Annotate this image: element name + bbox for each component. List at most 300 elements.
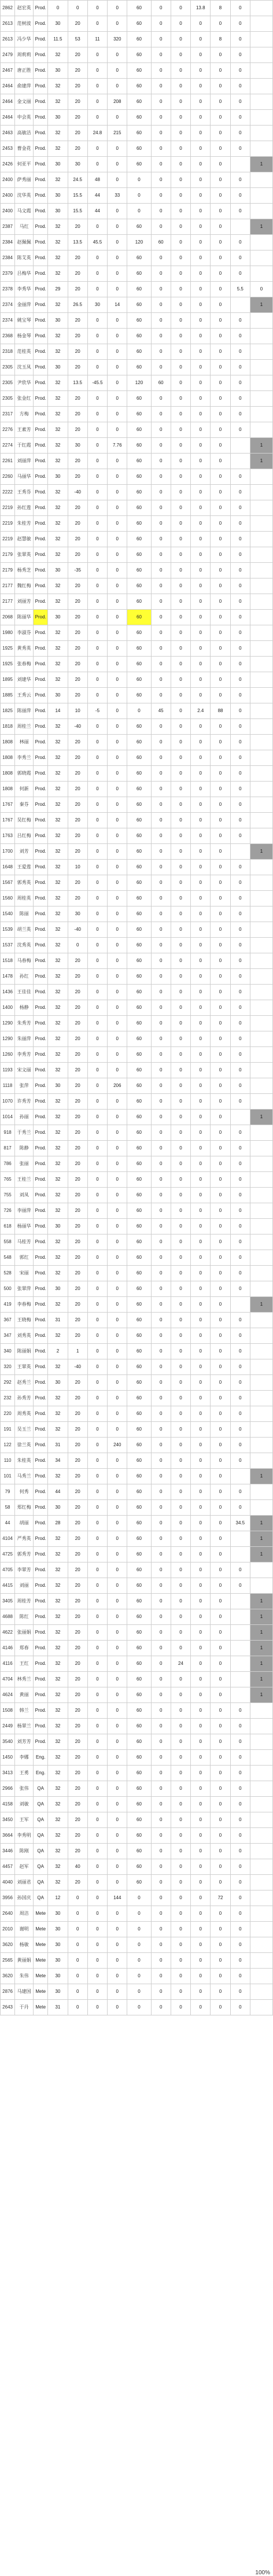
value-c-cell[interactable]: 0 [87, 1078, 107, 1094]
value-i-cell[interactable]: 0 [211, 1562, 230, 1578]
value-c-cell[interactable]: 0 [87, 1547, 107, 1562]
employee-name-cell[interactable]: 刘丽 [15, 1578, 34, 1594]
value-e-cell[interactable]: 60 [127, 485, 151, 500]
value-h-cell[interactable]: 0 [191, 63, 211, 79]
value-c-cell[interactable]: 0 [87, 1203, 107, 1219]
value-c-cell[interactable]: 0 [87, 1016, 107, 1031]
flag-cell[interactable] [250, 1, 272, 16]
department-cell[interactable]: Prod. [34, 235, 48, 250]
value-c-cell[interactable]: 0 [87, 1969, 107, 1984]
value-i-cell[interactable]: 0 [211, 1031, 230, 1047]
employee-id-cell[interactable]: 1540 [1, 906, 15, 922]
value-b-cell[interactable]: 20 [68, 672, 87, 688]
value-g-cell[interactable]: 0 [171, 860, 190, 875]
value-h-cell[interactable]: 0 [191, 1937, 211, 1953]
table-row[interactable] [1, 1906, 273, 1922]
value-e-cell[interactable]: 60 [127, 1125, 151, 1141]
value-c-cell[interactable]: 0 [87, 828, 107, 844]
department-cell[interactable]: Prod. [34, 250, 48, 266]
value-d-cell[interactable]: 14 [108, 297, 127, 313]
department-cell[interactable]: Prod. [34, 188, 48, 204]
value-g-cell[interactable]: 0 [171, 1469, 190, 1484]
flag-cell[interactable] [250, 1281, 272, 1297]
flag-cell[interactable] [250, 32, 272, 47]
value-e-cell[interactable]: 60 [127, 1641, 151, 1656]
value-h-cell[interactable]: 0 [191, 1531, 211, 1547]
employee-id-cell[interactable]: 347 [1, 1328, 15, 1344]
value-g-cell[interactable]: 0 [171, 750, 190, 766]
value-j-cell[interactable]: 0 [230, 1047, 250, 1063]
table-row[interactable] [1, 235, 273, 250]
value-i-cell[interactable]: 0 [211, 79, 230, 94]
value-j-cell[interactable]: 0 [230, 828, 250, 844]
value-h-cell[interactable]: 0 [191, 94, 211, 110]
table-row[interactable] [1, 1406, 273, 1422]
employee-id-cell[interactable]: 2449 [1, 1719, 15, 1734]
value-h-cell[interactable]: 13.8 [191, 1, 211, 16]
value-f-cell[interactable]: 0 [151, 313, 171, 329]
value-h-cell[interactable]: 0 [191, 688, 211, 703]
value-j-cell[interactable] [230, 1547, 250, 1562]
table-row[interactable] [1, 1890, 273, 1906]
employee-name-cell[interactable]: 许秀芳 [15, 1094, 34, 1110]
value-c-cell[interactable]: 0 [87, 578, 107, 594]
value-c-cell[interactable]: 0 [87, 625, 107, 641]
table-row[interactable] [1, 329, 273, 344]
value-d-cell[interactable]: 0 [108, 1234, 127, 1250]
value-h-cell[interactable]: 0 [191, 1609, 211, 1625]
employee-id-cell[interactable]: 1118 [1, 1078, 15, 1094]
table-row[interactable] [1, 94, 273, 110]
table-row[interactable] [1, 1203, 273, 1219]
value-h-cell[interactable]: 0 [191, 844, 211, 860]
value-i-cell[interactable]: 0 [211, 1234, 230, 1250]
table-row[interactable] [1, 1953, 273, 1969]
employee-id-cell[interactable]: 2400 [1, 204, 15, 219]
value-b-cell[interactable]: 20 [68, 391, 87, 407]
value-c-cell[interactable]: 0 [87, 1125, 107, 1141]
value-h-cell[interactable]: 0 [191, 485, 211, 500]
flag-cell[interactable] [250, 126, 272, 141]
value-h-cell[interactable]: 0 [191, 1781, 211, 1797]
table-row[interactable] [1, 797, 273, 813]
value-d-cell[interactable]: 0 [108, 1250, 127, 1266]
value-b-cell[interactable]: 20 [68, 766, 87, 782]
value-f-cell[interactable]: 0 [151, 1219, 171, 1234]
value-h-cell[interactable]: 0 [191, 828, 211, 844]
value-g-cell[interactable]: 0 [171, 1922, 190, 1937]
value-b-cell[interactable]: 20 [68, 454, 87, 469]
value-f-cell[interactable]: 0 [151, 94, 171, 110]
value-f-cell[interactable]: 0 [151, 422, 171, 438]
flag-cell[interactable] [250, 250, 272, 266]
department-cell[interactable]: Prod. [34, 1141, 48, 1156]
flag-cell[interactable] [250, 1703, 272, 1719]
value-j-cell[interactable]: 0 [230, 641, 250, 657]
employee-id-cell[interactable]: 2387 [1, 219, 15, 235]
department-cell[interactable]: QA [34, 1890, 48, 1906]
department-cell[interactable]: Eng. [34, 1766, 48, 1781]
employee-name-cell[interactable]: 王爱莲 [15, 860, 34, 875]
value-j-cell[interactable]: 0 [230, 32, 250, 47]
value-a-cell[interactable]: 32 [48, 1094, 68, 1110]
value-g-cell[interactable]: 0 [171, 1266, 190, 1281]
value-b-cell[interactable]: 53 [68, 32, 87, 47]
value-j-cell[interactable] [230, 1672, 250, 1687]
department-cell[interactable]: Prod. [34, 172, 48, 188]
value-e-cell[interactable]: 60 [127, 672, 151, 688]
value-h-cell[interactable]: 0 [191, 422, 211, 438]
flag-cell[interactable] [250, 1406, 272, 1422]
department-cell[interactable]: Prod. [34, 126, 48, 141]
value-f-cell[interactable]: 0 [151, 1844, 171, 1859]
value-a-cell[interactable]: 34 [48, 1453, 68, 1469]
flag-cell[interactable]: 1 [250, 1469, 272, 1484]
value-h-cell[interactable]: 0 [191, 1906, 211, 1922]
employee-name-cell[interactable]: 孙丽 [15, 1110, 34, 1125]
value-e-cell[interactable]: 60 [127, 1734, 151, 1750]
value-i-cell[interactable]: 0 [211, 250, 230, 266]
value-a-cell[interactable]: 32 [48, 422, 68, 438]
value-g-cell[interactable]: 0 [171, 1750, 190, 1766]
department-cell[interactable]: Prod. [34, 1266, 48, 1281]
value-c-cell[interactable]: 0 [87, 1219, 107, 1234]
value-h-cell[interactable]: 0 [191, 126, 211, 141]
value-e-cell[interactable]: 60 [127, 1078, 151, 1094]
employee-name-cell[interactable]: 张伟 [15, 1781, 34, 1797]
value-a-cell[interactable]: 30 [48, 688, 68, 703]
flag-cell[interactable] [250, 1078, 272, 1094]
table-row[interactable] [1, 157, 273, 172]
value-b-cell[interactable]: 20 [68, 532, 87, 547]
flag-cell[interactable]: 1 [250, 438, 272, 454]
value-a-cell[interactable]: 30 [48, 63, 68, 79]
employee-id-cell[interactable]: 4415 [1, 1578, 15, 1594]
table-row[interactable] [1, 1047, 273, 1063]
value-j-cell[interactable]: 0 [230, 375, 250, 391]
value-f-cell[interactable]: 0 [151, 47, 171, 63]
value-i-cell[interactable]: 0 [211, 2000, 230, 2015]
flag-cell[interactable] [250, 360, 272, 375]
value-b-cell[interactable]: 20 [68, 1172, 87, 1188]
department-cell[interactable]: Prod. [34, 1656, 48, 1672]
value-a-cell[interactable]: 30 [48, 563, 68, 578]
value-c-cell[interactable]: 0 [87, 469, 107, 485]
value-b-cell[interactable]: 20 [68, 1828, 87, 1844]
value-j-cell[interactable]: 0 [230, 485, 250, 500]
flag-cell[interactable]: 1 [250, 157, 272, 172]
value-a-cell[interactable]: 30 [48, 1906, 68, 1922]
value-b-cell[interactable]: 20 [68, 797, 87, 813]
value-f-cell[interactable]: 0 [151, 1531, 171, 1547]
value-j-cell[interactable]: 0 [230, 1203, 250, 1219]
employee-id-cell[interactable]: 2613 [1, 16, 15, 32]
employee-name-cell[interactable]: 申会英 [15, 110, 34, 126]
value-c-cell[interactable]: 0 [87, 1890, 107, 1906]
value-j-cell[interactable]: 0 [230, 735, 250, 750]
value-e-cell[interactable]: 60 [127, 94, 151, 110]
table-row[interactable] [1, 1422, 273, 1438]
value-e-cell[interactable]: 60 [127, 1266, 151, 1281]
value-i-cell[interactable]: 0 [211, 1578, 230, 1594]
value-f-cell[interactable]: 0 [151, 500, 171, 516]
flag-cell[interactable] [250, 828, 272, 844]
value-c-cell[interactable]: 0 [87, 1937, 107, 1953]
value-f-cell[interactable]: 0 [151, 1969, 171, 1984]
department-cell[interactable]: Prod. [34, 782, 48, 797]
employee-id-cell[interactable]: 1193 [1, 1063, 15, 1078]
value-b-cell[interactable]: 0 [68, 1969, 87, 1984]
value-h-cell[interactable]: 0 [191, 1812, 211, 1828]
department-cell[interactable]: Prod. [34, 1531, 48, 1547]
employee-name-cell[interactable]: 李娜 [15, 1750, 34, 1766]
value-j-cell[interactable]: 0 [230, 563, 250, 578]
value-d-cell[interactable]: 0 [108, 329, 127, 344]
flag-cell[interactable] [250, 1359, 272, 1375]
value-b-cell[interactable]: 30 [68, 906, 87, 922]
value-a-cell[interactable]: 32 [48, 375, 68, 391]
employee-name-cell[interactable]: 马秀兰 [15, 1469, 34, 1484]
employee-name-cell[interactable]: 郭秀芳 [15, 1547, 34, 1562]
value-a-cell[interactable]: 32 [48, 1531, 68, 1547]
value-g-cell[interactable]: 0 [171, 1781, 190, 1797]
value-f-cell[interactable]: 0 [151, 1484, 171, 1500]
value-i-cell[interactable]: 0 [211, 1875, 230, 1890]
table-row[interactable] [1, 1656, 273, 1672]
value-d-cell[interactable]: 0 [108, 282, 127, 297]
value-g-cell[interactable]: 0 [171, 735, 190, 750]
value-h-cell[interactable]: 0 [191, 1734, 211, 1750]
value-i-cell[interactable]: 0 [211, 375, 230, 391]
value-c-cell[interactable]: 0 [87, 47, 107, 63]
employee-id-cell[interactable]: 2862 [1, 1, 15, 16]
value-g-cell[interactable]: 0 [171, 375, 190, 391]
value-b-cell[interactable]: 20 [68, 1094, 87, 1110]
flag-cell[interactable] [250, 1156, 272, 1172]
table-row[interactable] [1, 1500, 273, 1516]
value-g-cell[interactable]: 0 [171, 938, 190, 953]
value-f-cell[interactable]: 0 [151, 1734, 171, 1750]
value-j-cell[interactable] [230, 1531, 250, 1547]
employee-id-cell[interactable]: 2400 [1, 172, 15, 188]
value-f-cell[interactable]: 0 [151, 282, 171, 297]
value-b-cell[interactable]: 20 [68, 282, 87, 297]
value-c-cell[interactable]: 0 [87, 1359, 107, 1375]
department-cell[interactable]: Prod. [34, 391, 48, 407]
value-j-cell[interactable] [230, 1609, 250, 1625]
value-c-cell[interactable]: 0 [87, 813, 107, 828]
table-row[interactable] [1, 110, 273, 126]
employee-id-cell[interactable]: 2305 [1, 360, 15, 375]
value-e-cell[interactable]: 60 [127, 1422, 151, 1438]
value-b-cell[interactable]: 20 [68, 422, 87, 438]
value-c-cell[interactable]: 0 [87, 1531, 107, 1547]
value-a-cell[interactable]: 32 [48, 1797, 68, 1812]
value-f-cell[interactable]: 0 [151, 141, 171, 157]
employee-name-cell[interactable]: 张丽娟 [15, 1625, 34, 1641]
value-d-cell[interactable]: 0 [108, 47, 127, 63]
value-c-cell[interactable]: 0 [87, 1250, 107, 1266]
employee-name-cell[interactable]: 韩兰 [15, 1703, 34, 1719]
value-g-cell[interactable]: 0 [171, 1203, 190, 1219]
value-f-cell[interactable]: 0 [151, 1937, 171, 1953]
value-d-cell[interactable]: 0 [108, 1531, 127, 1547]
employee-id-cell[interactable]: 3956 [1, 1890, 15, 1906]
value-e-cell[interactable]: 60 [127, 469, 151, 485]
value-e-cell[interactable]: 60 [127, 766, 151, 782]
value-d-cell[interactable]: 0 [108, 750, 127, 766]
value-i-cell[interactable]: 0 [211, 594, 230, 610]
value-h-cell[interactable]: 0 [191, 1438, 211, 1453]
value-f-cell[interactable]: 0 [151, 1578, 171, 1594]
department-cell[interactable]: Prod. [34, 1594, 48, 1609]
table-row[interactable] [1, 985, 273, 1000]
value-e-cell[interactable]: 60 [127, 1000, 151, 1016]
table-row[interactable] [1, 250, 273, 266]
value-b-cell[interactable]: 20 [68, 1156, 87, 1172]
value-i-cell[interactable]: 0 [211, 953, 230, 969]
value-e-cell[interactable]: 60 [127, 391, 151, 407]
employee-id-cell[interactable]: 58 [1, 1500, 15, 1516]
flag-cell[interactable] [250, 1500, 272, 1516]
value-d-cell[interactable]: 0 [108, 344, 127, 360]
value-i-cell[interactable]: 0 [211, 625, 230, 641]
value-d-cell[interactable]: 0 [108, 844, 127, 860]
value-j-cell[interactable]: 0 [230, 1438, 250, 1453]
value-j-cell[interactable]: 0 [230, 1875, 250, 1890]
value-a-cell[interactable]: 32 [48, 672, 68, 688]
value-a-cell[interactable]: 30 [48, 1922, 68, 1937]
flag-cell[interactable] [250, 1875, 272, 1890]
value-e-cell[interactable]: 60 [127, 360, 151, 375]
employee-id-cell[interactable]: 2464 [1, 79, 15, 94]
value-j-cell[interactable]: 0 [230, 860, 250, 875]
value-b-cell[interactable]: 30 [68, 438, 87, 454]
value-c-cell[interactable]: 0 [87, 1906, 107, 1922]
value-d-cell[interactable]: 0 [108, 1547, 127, 1562]
value-i-cell[interactable]: 0 [211, 672, 230, 688]
value-c-cell[interactable]: 0 [87, 1703, 107, 1719]
value-b-cell[interactable]: 20 [68, 1562, 87, 1578]
value-j-cell[interactable]: 0 [230, 1500, 250, 1516]
value-h-cell[interactable]: 0 [191, 250, 211, 266]
value-f-cell[interactable]: 0 [151, 985, 171, 1000]
value-a-cell[interactable]: 32 [48, 1422, 68, 1438]
employee-id-cell[interactable]: 4704 [1, 1672, 15, 1687]
value-c-cell[interactable]: 0 [87, 547, 107, 563]
value-e-cell[interactable]: 60 [127, 1656, 151, 1672]
value-b-cell[interactable]: 20 [68, 1219, 87, 1234]
value-e-cell[interactable]: 0 [127, 172, 151, 188]
value-d-cell[interactable]: 0 [108, 1063, 127, 1078]
value-d-cell[interactable]: 0 [108, 1313, 127, 1328]
table-row[interactable] [1, 750, 273, 766]
value-g-cell[interactable]: 0 [171, 969, 190, 985]
value-b-cell[interactable]: 20 [68, 1875, 87, 1890]
value-h-cell[interactable]: 0 [191, 313, 211, 329]
table-row[interactable] [1, 1078, 273, 1094]
value-j-cell[interactable]: 0 [230, 1562, 250, 1578]
value-a-cell[interactable]: 30 [48, 204, 68, 219]
value-h-cell[interactable]: 0 [191, 79, 211, 94]
employee-name-cell[interactable]: 魏红梅 [15, 578, 34, 594]
value-b-cell[interactable]: 20 [68, 1641, 87, 1656]
value-d-cell[interactable]: 0 [108, 657, 127, 672]
value-d-cell[interactable]: 0 [108, 469, 127, 485]
department-cell[interactable]: Prod. [34, 735, 48, 750]
value-g-cell[interactable]: 0 [171, 657, 190, 672]
value-c-cell[interactable]: 24.8 [87, 126, 107, 141]
department-cell[interactable]: Mete [34, 1922, 48, 1937]
value-e-cell[interactable]: 60 [127, 641, 151, 657]
employee-id-cell[interactable]: 2317 [1, 407, 15, 422]
value-h-cell[interactable]: 0 [191, 1375, 211, 1391]
value-d-cell[interactable]: 0 [108, 813, 127, 828]
value-c-cell[interactable]: 0 [87, 438, 107, 454]
value-a-cell[interactable]: 32 [48, 922, 68, 938]
employee-name-cell[interactable]: 李丽萍 [15, 1203, 34, 1219]
employee-id-cell[interactable]: 918 [1, 1125, 15, 1141]
employee-id-cell[interactable]: 1767 [1, 797, 15, 813]
value-h-cell[interactable]: 0 [191, 1890, 211, 1906]
value-e-cell[interactable]: 60 [127, 594, 151, 610]
value-j-cell[interactable]: 0 [230, 985, 250, 1000]
value-f-cell[interactable]: 0 [151, 32, 171, 47]
value-i-cell[interactable]: 0 [211, 1953, 230, 1969]
value-a-cell[interactable]: 32 [48, 782, 68, 797]
flag-cell[interactable] [250, 1344, 272, 1359]
employee-name-cell[interactable]: 金文丽 [15, 94, 34, 110]
value-b-cell[interactable]: 20 [68, 844, 87, 860]
flag-cell[interactable] [250, 1937, 272, 1953]
value-a-cell[interactable]: 30 [48, 610, 68, 625]
value-j-cell[interactable] [230, 1625, 250, 1641]
employee-id-cell[interactable]: 3540 [1, 1734, 15, 1750]
value-h-cell[interactable]: 0 [191, 500, 211, 516]
flag-cell[interactable] [250, 407, 272, 422]
value-f-cell[interactable]: 0 [151, 438, 171, 454]
employee-id-cell[interactable]: 2876 [1, 1984, 15, 2000]
value-d-cell[interactable]: 0 [108, 985, 127, 1000]
flag-cell[interactable] [250, 1812, 272, 1828]
value-f-cell[interactable]: 0 [151, 1625, 171, 1641]
department-cell[interactable]: Prod. [34, 110, 48, 126]
employee-name-cell[interactable]: 周桂兰 [15, 719, 34, 735]
value-e-cell[interactable]: 60 [127, 860, 151, 875]
table-row[interactable] [1, 1219, 273, 1234]
flag-cell[interactable] [250, 1391, 272, 1406]
value-b-cell[interactable]: 20 [68, 875, 87, 891]
value-b-cell[interactable]: 0 [68, 1890, 87, 1906]
value-i-cell[interactable]: 0 [211, 1844, 230, 1859]
value-c-cell[interactable]: 0 [87, 1266, 107, 1281]
flag-cell[interactable] [250, 1984, 272, 2000]
value-h-cell[interactable]: 0 [191, 641, 211, 657]
value-c-cell[interactable]: 0 [87, 110, 107, 126]
value-e-cell[interactable]: 60 [127, 1687, 151, 1703]
value-c-cell[interactable]: 0 [87, 969, 107, 985]
value-e-cell[interactable]: 60 [127, 1844, 151, 1859]
value-a-cell[interactable]: 30 [48, 360, 68, 375]
flag-cell[interactable] [250, 266, 272, 282]
flag-cell[interactable] [250, 235, 272, 250]
value-b-cell[interactable]: 20 [68, 344, 87, 360]
table-row[interactable] [1, 1453, 273, 1469]
value-d-cell[interactable]: 0 [108, 922, 127, 938]
value-j-cell[interactable]: 0 [230, 1016, 250, 1031]
table-row[interactable] [1, 1937, 273, 1953]
value-j-cell[interactable]: 0 [230, 141, 250, 157]
